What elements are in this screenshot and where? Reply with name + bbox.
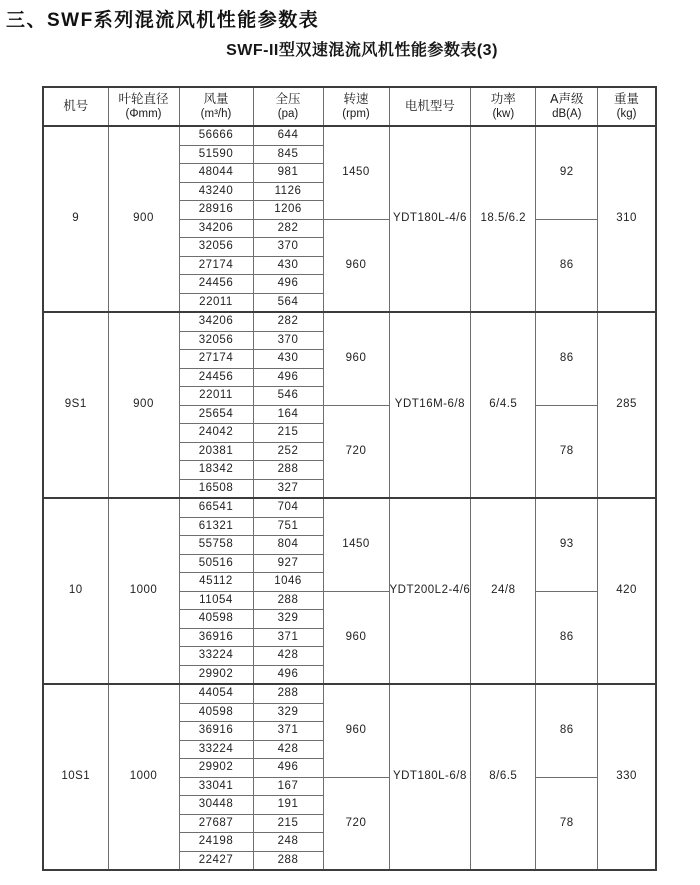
cell-noise-level: 92 [536, 126, 598, 219]
col-header-impeller-diameter-label: 叶轮直径 [118, 91, 169, 106]
cell-air-volume: 36916 [179, 628, 253, 647]
col-header-model-no-label: 机号 [63, 98, 89, 113]
page-title: 三、SWF系列混流风机性能参数表 [6, 10, 320, 31]
col-header-total-pressure-label: 全压 [275, 91, 301, 106]
cell-air-volume: 33224 [179, 647, 253, 666]
col-header-air-volume-label: 风量 [203, 91, 229, 106]
cell-motor-model: YDT180L-4/6 [389, 126, 471, 312]
cell-air-volume: 27174 [179, 350, 253, 369]
cell-air-volume: 50516 [179, 554, 253, 573]
cell-total-pressure: 215 [253, 424, 323, 443]
cell-air-volume: 24198 [179, 833, 253, 852]
cell-air-volume: 22011 [179, 387, 253, 406]
cell-total-pressure: 430 [253, 256, 323, 275]
cell-total-pressure: 496 [253, 368, 323, 387]
performance-table [42, 86, 657, 871]
cell-model-no: 10S1 [43, 684, 108, 870]
col-header-power [471, 87, 536, 126]
cell-air-volume: 36916 [179, 722, 253, 741]
cell-power: 8/6.5 [471, 684, 536, 870]
cell-motor-model: YDT180L-6/8 [389, 684, 471, 870]
cell-weight: 420 [598, 498, 656, 684]
cell-total-pressure: 428 [253, 740, 323, 759]
cell-air-volume: 34206 [179, 219, 253, 238]
cell-air-volume: 16508 [179, 479, 253, 498]
cell-impeller-diameter: 900 [108, 126, 179, 312]
cell-total-pressure: 288 [253, 591, 323, 610]
cell-total-pressure: 927 [253, 554, 323, 573]
cell-air-volume: 20381 [179, 442, 253, 461]
cell-air-volume: 40598 [179, 610, 253, 629]
col-header-noise-level-label: A声级 [550, 91, 584, 106]
col-header-impeller-diameter [108, 87, 179, 126]
cell-total-pressure: 288 [253, 684, 323, 703]
col-header-total-pressure-unit: (pa) [277, 108, 299, 121]
cell-total-pressure: 804 [253, 536, 323, 555]
cell-air-volume: 22011 [179, 293, 253, 312]
cell-total-pressure: 282 [253, 219, 323, 238]
table-row [43, 126, 656, 145]
cell-total-pressure: 546 [253, 387, 323, 406]
cell-air-volume: 45112 [179, 573, 253, 592]
cell-impeller-diameter: 1000 [108, 684, 179, 870]
cell-total-pressure: 288 [253, 851, 323, 870]
cell-air-volume: 29902 [179, 759, 253, 778]
cell-total-pressure: 248 [253, 833, 323, 852]
cell-total-pressure: 751 [253, 517, 323, 536]
cell-total-pressure: 845 [253, 145, 323, 164]
cell-air-volume: 24042 [179, 424, 253, 443]
cell-noise-level: 78 [536, 777, 598, 870]
cell-motor-model: YDT200L2-4/6 [389, 498, 471, 684]
col-header-model-no [43, 87, 108, 126]
cell-speed: 960 [323, 219, 389, 312]
col-header-air-volume [179, 87, 253, 126]
cell-air-volume: 11054 [179, 591, 253, 610]
col-header-weight-label: 重量 [614, 91, 640, 106]
cell-model-no: 9S1 [43, 312, 108, 498]
cell-noise-level: 86 [536, 219, 598, 312]
table-row [43, 684, 656, 703]
col-header-speed [323, 87, 389, 126]
col-header-motor-model [389, 87, 471, 126]
page-subtitle: SWF-II型双速混流风机性能参数表(3) [226, 42, 498, 59]
cell-total-pressure: 1126 [253, 182, 323, 201]
cell-total-pressure: 496 [253, 665, 323, 684]
cell-speed: 960 [323, 591, 389, 684]
cell-air-volume: 32056 [179, 331, 253, 350]
cell-noise-level: 86 [536, 684, 598, 777]
cell-total-pressure: 215 [253, 814, 323, 833]
cell-air-volume: 32056 [179, 238, 253, 257]
col-header-noise-level [536, 87, 598, 126]
cell-total-pressure: 1046 [253, 573, 323, 592]
cell-air-volume: 24456 [179, 368, 253, 387]
cell-total-pressure: 191 [253, 796, 323, 815]
cell-model-no: 10 [43, 498, 108, 684]
cell-noise-level: 86 [536, 312, 598, 405]
cell-total-pressure: 564 [253, 293, 323, 312]
col-header-impeller-diameter-unit: (Φmm) [125, 108, 162, 121]
table-row [43, 498, 656, 517]
cell-air-volume: 27687 [179, 814, 253, 833]
cell-total-pressure: 370 [253, 331, 323, 350]
cell-air-volume: 18342 [179, 461, 253, 480]
cell-air-volume: 29902 [179, 665, 253, 684]
col-header-speed-label: 转速 [343, 91, 369, 106]
cell-air-volume: 25654 [179, 405, 253, 424]
cell-impeller-diameter: 900 [108, 312, 179, 498]
cell-power: 18.5/6.2 [471, 126, 536, 312]
cell-weight: 330 [598, 684, 656, 870]
cell-total-pressure: 430 [253, 350, 323, 369]
col-header-air-volume-unit: (m³/h) [200, 108, 232, 121]
cell-total-pressure: 167 [253, 777, 323, 796]
cell-air-volume: 24456 [179, 275, 253, 294]
cell-noise-level: 86 [536, 591, 598, 684]
col-header-weight-unit: (kg) [616, 108, 637, 121]
cell-air-volume: 33041 [179, 777, 253, 796]
cell-total-pressure: 496 [253, 275, 323, 294]
cell-speed: 1450 [323, 126, 389, 219]
cell-air-volume: 30448 [179, 796, 253, 815]
cell-total-pressure: 329 [253, 703, 323, 722]
cell-speed: 960 [323, 312, 389, 405]
cell-weight: 310 [598, 126, 656, 312]
cell-noise-level: 78 [536, 405, 598, 498]
cell-total-pressure: 329 [253, 610, 323, 629]
cell-air-volume: 22427 [179, 851, 253, 870]
cell-speed: 1450 [323, 498, 389, 591]
col-header-speed-unit: (rpm) [342, 108, 370, 121]
cell-air-volume: 27174 [179, 256, 253, 275]
cell-motor-model: YDT16M-6/8 [389, 312, 471, 498]
cell-total-pressure: 496 [253, 759, 323, 778]
cell-power: 24/8 [471, 498, 536, 684]
cell-air-volume: 61321 [179, 517, 253, 536]
cell-total-pressure: 704 [253, 498, 323, 517]
header-row [43, 87, 656, 126]
cell-air-volume: 51590 [179, 145, 253, 164]
col-header-total-pressure [253, 87, 323, 126]
cell-weight: 285 [598, 312, 656, 498]
cell-total-pressure: 371 [253, 722, 323, 741]
cell-total-pressure: 1206 [253, 201, 323, 220]
cell-air-volume: 28916 [179, 201, 253, 220]
cell-power: 6/4.5 [471, 312, 536, 498]
cell-air-volume: 43240 [179, 182, 253, 201]
col-header-power-label: 功率 [490, 91, 516, 106]
cell-air-volume: 48044 [179, 164, 253, 183]
cell-speed: 720 [323, 405, 389, 498]
cell-total-pressure: 981 [253, 164, 323, 183]
cell-impeller-diameter: 1000 [108, 498, 179, 684]
cell-air-volume: 56666 [179, 126, 253, 145]
cell-total-pressure: 370 [253, 238, 323, 257]
cell-noise-level: 93 [536, 498, 598, 591]
col-header-weight [598, 87, 656, 126]
cell-total-pressure: 282 [253, 312, 323, 331]
cell-total-pressure: 371 [253, 628, 323, 647]
cell-air-volume: 34206 [179, 312, 253, 331]
cell-total-pressure: 644 [253, 126, 323, 145]
cell-model-no: 9 [43, 126, 108, 312]
cell-air-volume: 40598 [179, 703, 253, 722]
cell-air-volume: 66541 [179, 498, 253, 517]
cell-total-pressure: 327 [253, 479, 323, 498]
cell-air-volume: 33224 [179, 740, 253, 759]
cell-total-pressure: 288 [253, 461, 323, 480]
cell-total-pressure: 428 [253, 647, 323, 666]
cell-speed: 720 [323, 777, 389, 870]
cell-air-volume: 44054 [179, 684, 253, 703]
cell-air-volume: 55758 [179, 536, 253, 555]
col-header-noise-level-unit: dB(A) [552, 108, 582, 121]
col-header-power-unit: (kw) [492, 108, 515, 121]
cell-total-pressure: 252 [253, 442, 323, 461]
cell-speed: 960 [323, 684, 389, 777]
table-row [43, 312, 656, 331]
col-header-motor-model-label: 电机型号 [404, 98, 455, 113]
cell-total-pressure: 164 [253, 405, 323, 424]
